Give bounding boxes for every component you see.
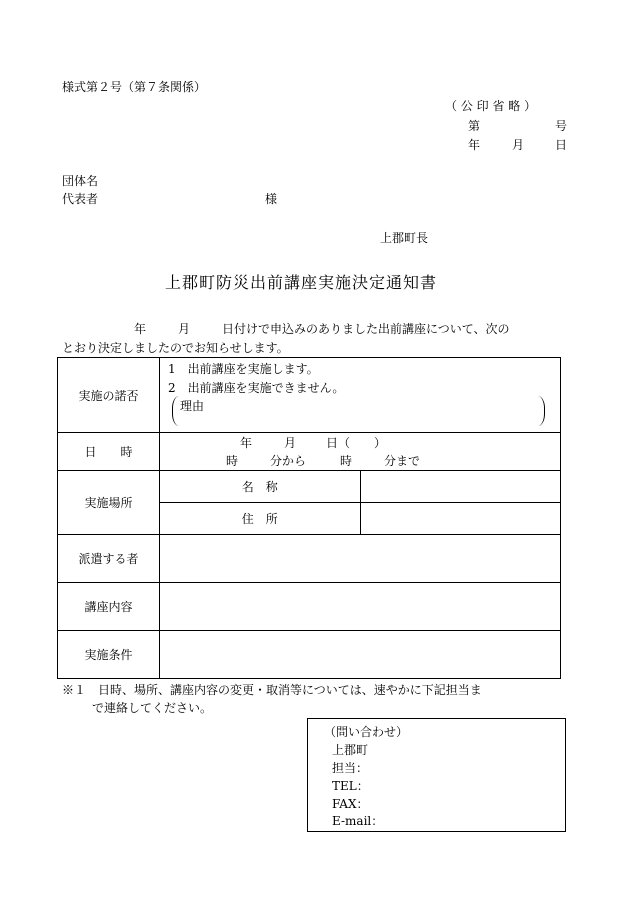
- venue-label: 実施場所: [58, 471, 160, 535]
- form-number: 様式第２号（第７条関係）: [62, 80, 207, 94]
- reason-label: 理由: [180, 399, 205, 413]
- contact-tel: TEL：: [332, 779, 369, 793]
- venue-address-label: 住 所: [160, 503, 361, 535]
- row-datetime: [58, 433, 561, 471]
- honorific: 様: [265, 192, 278, 206]
- dt-month: 月: [284, 436, 297, 450]
- contact-org: 上郡町: [332, 743, 369, 757]
- conditions-value: [160, 631, 561, 679]
- dt-minute-from: 分から: [270, 454, 307, 468]
- row-decision: [58, 358, 561, 433]
- dt-year: 年: [240, 436, 253, 450]
- datetime-label: 日 時: [58, 433, 160, 471]
- dt-hour-from: 時: [226, 454, 239, 468]
- venue-name-value: [360, 471, 561, 503]
- doc-number-suffix: 号: [555, 119, 568, 133]
- dt-day: 日（ ）: [326, 436, 387, 450]
- seal-omitted-note: （ 公 印 省 略 ）: [445, 99, 537, 113]
- contact-email: E-mail：: [332, 814, 384, 828]
- dispatch-label: 派遣する者: [58, 535, 160, 583]
- decision-cell: [160, 358, 561, 433]
- venue-address-value: [360, 503, 561, 535]
- doc-number-prefix: 第: [468, 119, 481, 133]
- issue-year: 年: [468, 138, 481, 152]
- option-implement: 1 出前講座を実施します。: [168, 362, 319, 376]
- decision-label: 実施の諾否: [58, 358, 160, 433]
- venue-name-label: 名 称: [160, 471, 361, 503]
- contact-box: [307, 718, 566, 832]
- option-not-implement: 2 出前講座を実施できません。: [168, 381, 345, 395]
- intro-year: 年: [134, 322, 147, 336]
- intro-text-line2: とおり決定しましたのでお知らせします。: [62, 341, 289, 355]
- row-content: [58, 583, 561, 631]
- row-dispatch: [58, 535, 561, 583]
- org-name-label: 団体名: [62, 174, 99, 188]
- dt-hour-to: 時: [340, 454, 353, 468]
- note-line2: で連絡してください。: [92, 701, 213, 715]
- contact-heading: （問い合わせ）: [324, 725, 409, 739]
- conditions-label: 実施条件: [58, 631, 160, 679]
- issue-day: 日: [555, 138, 568, 152]
- row-venue-name: [58, 471, 561, 503]
- note-line1: ※１ 日時、場所、講座内容の変更・取消等については、速やかに下記担当ま: [62, 683, 482, 697]
- document-title: 上郡町防災出前講座実施決定通知書: [165, 273, 438, 292]
- row-conditions: [58, 631, 561, 679]
- issue-month: 月: [512, 138, 525, 152]
- intro-month: 月: [178, 322, 191, 336]
- contact-person: 担当：: [332, 761, 369, 775]
- representative-label: 代表者: [62, 192, 99, 206]
- contact-fax: FAX：: [332, 797, 369, 811]
- decision-table: [57, 357, 561, 679]
- datetime-cell: [160, 433, 561, 471]
- issuer-name: 上郡町長: [380, 231, 429, 245]
- dt-minute-to: 分まで: [384, 454, 421, 468]
- content-label: 講座内容: [58, 583, 160, 631]
- content-value: [160, 583, 561, 631]
- intro-text-line1: 日付けで申込みのありました出前講座について、次の: [222, 322, 510, 336]
- dispatch-value: [160, 535, 561, 583]
- reason-bracket-left: [172, 396, 179, 426]
